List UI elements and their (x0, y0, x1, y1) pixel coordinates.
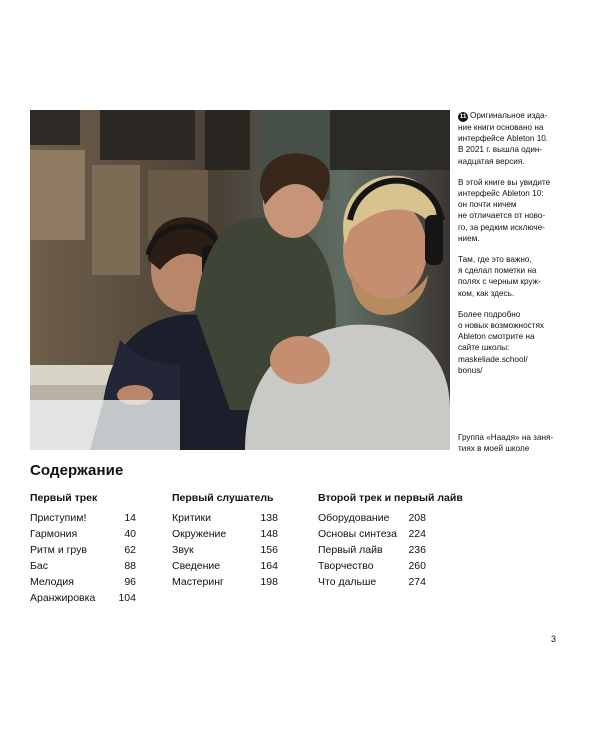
toc-entry (30, 542, 136, 558)
toc-entry (172, 542, 278, 558)
toc-entry-page: 138 (260, 512, 278, 524)
black-circle-marker-icon: 11 (459, 113, 467, 120)
toc-entry-label: Бас (30, 560, 48, 572)
toc-section-heading: Первый слушатель (172, 492, 274, 504)
toc-entry (318, 510, 426, 526)
sidenote-paragraph-2: В этой книге вы увидите интерфейс Ableton 10: он почти ничем не отличается от ново- го, за редким исключе- нием. (458, 177, 551, 243)
toc-entry (30, 558, 136, 574)
toc-entry (30, 590, 136, 606)
toc-column-first-track (30, 492, 136, 606)
photo-caption: Группа «Наадя» на заня- тиях в моей школе (458, 433, 554, 454)
toc-entry-label: Основы синтеза (318, 528, 397, 540)
toc-entry-page: 96 (124, 576, 136, 588)
toc-entry-label: Приступим! (30, 512, 87, 524)
toc-entry (318, 526, 426, 542)
toc-entry-label: Критики (172, 512, 211, 524)
toc-entry (318, 574, 426, 590)
sidenote-paragraph-3: Там, где это важно, я сделал пометки на полях с черным круж- ком, как здесь. (458, 255, 541, 298)
toc-column-second-track-live (318, 492, 463, 590)
toc-entry-label: Мелодия (30, 576, 74, 588)
toc-entry-label: Окружение (172, 528, 227, 540)
toc-entry (30, 510, 136, 526)
toc-entry-page: 88 (124, 560, 136, 572)
toc-entry-page: 198 (260, 576, 278, 588)
toc-entry (30, 526, 136, 542)
toc-entry-label: Звук (172, 544, 194, 556)
group-photo (30, 110, 450, 450)
toc-entry-label: Аранжировка (30, 592, 96, 604)
toc-entry-label: Сведение (172, 560, 221, 572)
toc-entry-page: 236 (408, 544, 426, 556)
toc-entry (172, 510, 278, 526)
toc-entry-page: 164 (260, 560, 278, 572)
toc-entry-page: 274 (408, 576, 426, 588)
toc-entry-page: 224 (408, 528, 426, 540)
toc-entry-label: Гармония (30, 528, 78, 540)
toc-column-first-listener (172, 492, 278, 590)
toc-entry-label: Творчество (318, 560, 374, 572)
toc-entry (30, 574, 136, 590)
toc-entry-page: 208 (408, 512, 426, 524)
toc-entry-page: 14 (124, 512, 136, 524)
toc-entry-page: 148 (260, 528, 278, 540)
toc-entry (318, 558, 426, 574)
sidenote-text-1: Оригинальное изда- ние книги основано на интерфейсе Ableton 10. В 2021 г. вышла один- надцатая версия. (458, 111, 549, 166)
sidenote (458, 110, 576, 386)
toc-entry-page: 260 (408, 560, 426, 572)
toc-entry-label: Оборудование (318, 512, 390, 524)
toc-entry-label: Ритм и грув (30, 544, 87, 556)
toc-entry (318, 542, 426, 558)
toc-section-heading: Первый трек (30, 492, 98, 504)
toc-entry (172, 574, 278, 590)
toc-entry (172, 558, 278, 574)
toc-entry-page: 40 (124, 528, 136, 540)
sidenote-paragraph-1 (458, 110, 576, 167)
toc-entry-page: 104 (118, 592, 136, 604)
toc-entry-label: Что дальше (318, 576, 377, 588)
sidenote-paragraph-4: Более подробно о новых возможностях Ableton смотрите на сайте школы: maskeliade.school/ bonus/ (458, 309, 544, 375)
toc-entry-page: 62 (124, 544, 136, 556)
toc-entry-page: 156 (260, 544, 278, 556)
toc-section-heading: Второй трек и первый лайв (318, 492, 463, 504)
toc-entry (172, 526, 278, 542)
toc-title: Содержание (30, 462, 124, 479)
page-number: 3 (551, 634, 557, 644)
toc-entry-label: Мастеринг (172, 576, 224, 588)
toc-entry-label: Первый лайв (318, 544, 383, 556)
